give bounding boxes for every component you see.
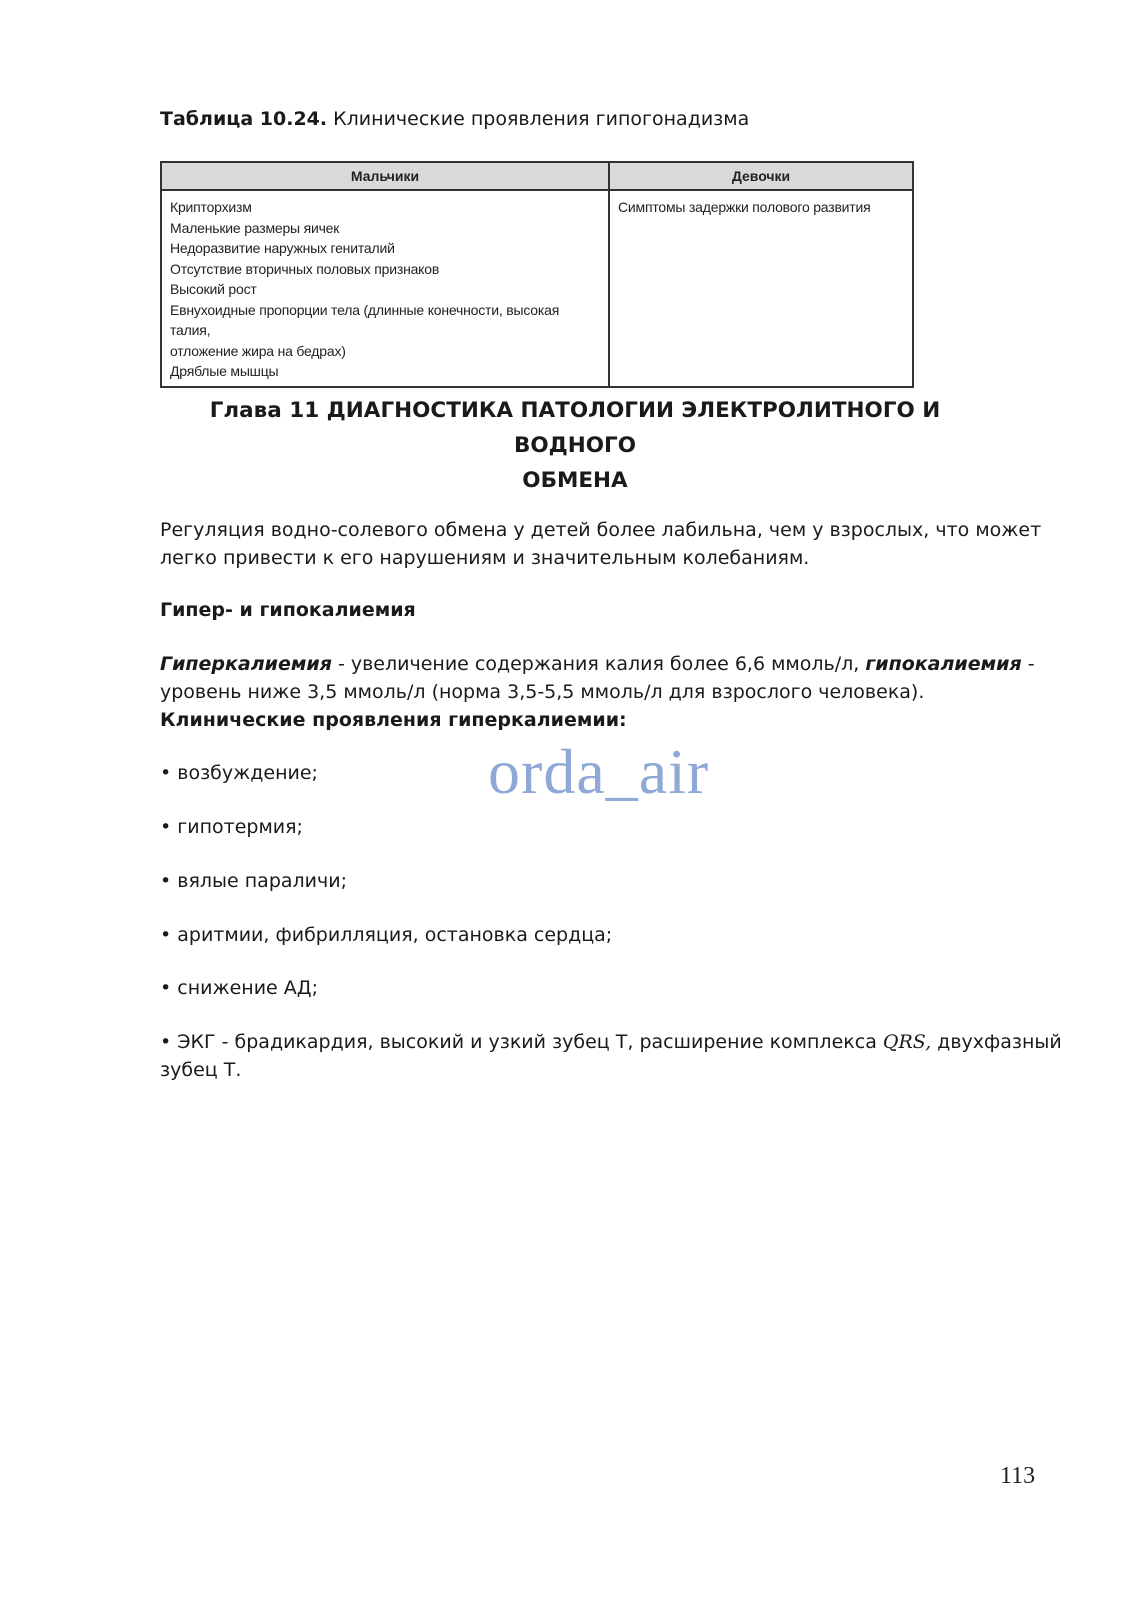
header-boys: Мальчики xyxy=(161,162,609,190)
chapter-title xyxy=(160,393,990,498)
cell-boys xyxy=(161,190,609,387)
table-row xyxy=(161,190,913,387)
boys-symptom: Недоразвитие наружных гениталий xyxy=(170,240,395,256)
boys-symptom: Высокий рост xyxy=(170,281,257,297)
chapter-title-line: ОБМЕНА xyxy=(522,468,628,493)
qrs-term: QRS, xyxy=(882,1031,932,1053)
definition-text: - увеличение содержания калия более 6,6 ммоль/л, xyxy=(331,653,866,675)
term-hypokalemia: гипокалиемия xyxy=(865,653,1022,675)
section-heading: Гипер- и гипокалиемия xyxy=(160,599,416,621)
bullet-item: • аритмии, фибрилляция, остановка сердца; xyxy=(160,924,613,946)
header-girls: Девочки xyxy=(609,162,913,190)
table-caption xyxy=(160,108,749,130)
bullet-line xyxy=(160,1028,1062,1056)
definition-text: - xyxy=(1021,653,1035,675)
chapter-title-line: Глава 11 ДИАГНОСТИКА ПАТОЛОГИИ ЭЛЕКТРОЛИТНОГО И ВОДНОГО xyxy=(209,398,941,458)
table-caption-number: Таблица 10.24. xyxy=(160,108,328,130)
bullet-text: • ЭКГ - брадикардия, высокий и узкий зубец Т, расширение комплекса xyxy=(160,1031,883,1053)
bullet-item: • возбуждение; xyxy=(160,762,318,784)
bullet-item: • вялые параличи; xyxy=(160,870,347,892)
bullet-line: зубец Т. xyxy=(160,1059,242,1081)
girls-symptom: Симптомы задержки полового развития xyxy=(618,199,871,215)
bullet-text: двухфазный xyxy=(931,1031,1062,1053)
table-header-row xyxy=(161,162,913,190)
boys-symptom: Евнухоидные пропорции тела (длинные конечности, высокая талия, xyxy=(170,301,560,338)
intro-line: Регуляция водно-солевого обмена у детей более лабильна, чем у взрослых, что может xyxy=(160,519,1042,541)
intro-line: легко привести к его нарушениям и значительным колебаниям. xyxy=(160,547,810,569)
page-number: 113 xyxy=(1000,1463,1036,1489)
term-hyperkalemia: Гиперкалиемия xyxy=(160,653,332,675)
table-caption-text: Клинические проявления гипогонадизма xyxy=(333,108,750,130)
definition-line: уровень ниже 3,5 ммоль/л (норма 3,5-5,5 ммоль/л для взрослого человека). xyxy=(160,681,925,703)
boys-symptom: Отсутствие вторичных половых признаков xyxy=(170,260,440,277)
intro-paragraph xyxy=(160,516,1040,572)
bullet-item: • гипотермия; xyxy=(160,816,303,838)
boys-symptom: Дряблые мышцы xyxy=(170,363,279,379)
bullet-item: • снижение АД; xyxy=(160,977,319,999)
hypogonadism-table xyxy=(160,161,914,388)
clinical-heading: Клинические проявления гиперкалиемии: xyxy=(160,709,627,731)
definition-paragraph xyxy=(160,650,1040,734)
cell-girls xyxy=(609,190,913,387)
boys-symptom: отложение жира на бедрах) xyxy=(170,342,346,359)
boys-symptom: Маленькие размеры яичек xyxy=(170,219,340,236)
definition-line xyxy=(160,650,1040,678)
bullet-item-ecg xyxy=(160,1028,1062,1084)
boys-symptom: Крипторхизм xyxy=(170,199,252,215)
watermark: orda_air xyxy=(488,736,710,807)
